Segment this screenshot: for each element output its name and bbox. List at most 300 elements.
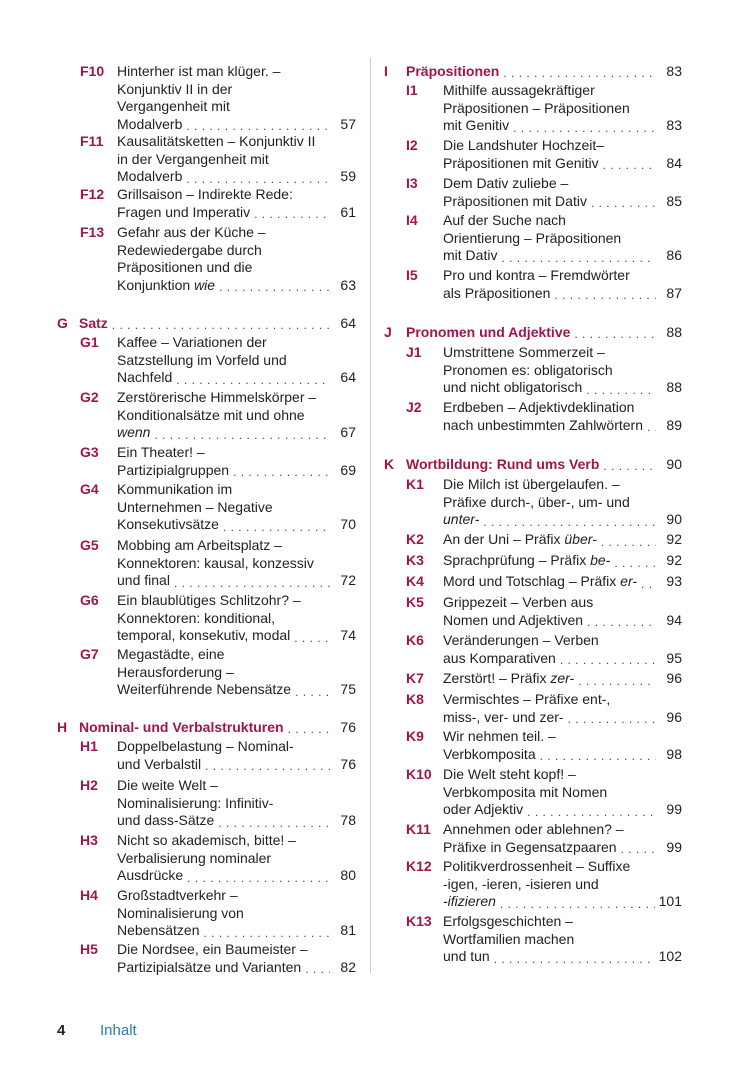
entry-code: K10 <box>406 766 432 782</box>
entry-body <box>117 592 356 645</box>
entry-title-line: Wortfamilien machen <box>443 930 575 947</box>
leader-dots <box>647 420 656 434</box>
entry-title-end <box>443 839 617 857</box>
leader-dots <box>513 121 656 135</box>
entry-code: K12 <box>406 858 432 874</box>
entry-title-italic: be- <box>590 552 611 568</box>
entry-title-text: Verbkomposita <box>443 745 536 762</box>
section-page-number: 64 <box>340 314 356 331</box>
entry-title-end <box>443 511 479 529</box>
entry-body <box>117 133 356 186</box>
section-page-number: 90 <box>666 455 682 472</box>
entry-title-end <box>443 650 556 668</box>
entry-last-line <box>443 670 682 688</box>
entry-title-line: Redewiedergabe durch <box>117 241 262 258</box>
section-title: Präpositionen <box>406 63 500 79</box>
entry-code: K3 <box>406 552 424 568</box>
entry-body <box>443 476 682 529</box>
entry-title-end <box>443 379 582 397</box>
column-divider <box>370 58 371 973</box>
entry-page-number: 63 <box>340 276 356 293</box>
entry-code: F11 <box>80 133 104 149</box>
entry-title-line: Zerstörerische Himmelskörper – <box>117 389 317 405</box>
entry-title-text: temporal, konsekutiv, modal <box>117 627 291 643</box>
entry-page-number: 101 <box>658 893 682 909</box>
entry-title-text: und tun <box>443 948 490 964</box>
entry-title-line: Die Welt steht kopf! – <box>443 766 576 782</box>
entry-title-end <box>117 681 291 699</box>
entry-title-text: oder Adjektiv <box>443 801 524 817</box>
entry-last-line <box>117 516 356 534</box>
entry-last-line <box>443 511 682 529</box>
entry-title-text: Ausdrücke <box>117 867 184 883</box>
entry-title-italic: unter- <box>443 511 480 527</box>
entry-title-end <box>443 948 490 966</box>
entry-page-number: 93 <box>666 573 682 589</box>
entry-body <box>443 399 682 434</box>
entry-title-end <box>117 867 183 885</box>
entry-page-number: 57 <box>340 115 356 132</box>
entry-title-text: Zerstört! – Präfix <box>443 670 551 686</box>
section-page-number: 76 <box>340 718 356 735</box>
leader-dots <box>254 207 330 221</box>
entry-last-line <box>443 247 682 265</box>
entry-title-text: Nachfeld <box>117 369 173 385</box>
leader-dots <box>176 373 330 387</box>
entry-title-end <box>443 531 597 549</box>
entry-last-line <box>443 650 682 668</box>
entry-title-line: in der Vergangenheit mit <box>117 150 269 167</box>
section-body <box>406 62 682 80</box>
toc-section-H[interactable] <box>57 718 356 736</box>
entry-title-text: Mord und Totschlag – Präfix <box>443 573 621 589</box>
entry-code: G4 <box>80 481 99 497</box>
entry-title-end <box>443 573 637 591</box>
entry-title-text: aus Komparativen <box>443 649 556 666</box>
section-letter: J <box>384 324 392 340</box>
entry-title-line: Erfolgsgeschichten – <box>443 913 573 929</box>
entry-title-end <box>443 612 583 630</box>
entry-body <box>443 175 682 210</box>
entry-body <box>117 832 356 885</box>
entry-last-line <box>117 922 356 940</box>
entry-page-number: 87 <box>666 284 682 301</box>
entry-code: K13 <box>406 913 432 929</box>
leader-dots <box>295 685 330 699</box>
entry-body <box>117 941 356 976</box>
leader-dots <box>554 288 656 302</box>
leader-dots <box>483 515 656 529</box>
leader-dots <box>186 119 330 133</box>
entry-title-line: Nominalisierung von <box>117 904 244 921</box>
entry-code: I5 <box>406 267 418 283</box>
entry-title-end <box>443 155 599 173</box>
entry-code: H1 <box>80 738 98 754</box>
entry-last-line <box>117 867 356 885</box>
entry-title-line: Auf der Suche nach <box>443 212 566 228</box>
entry-last-line <box>117 168 356 186</box>
leader-dots <box>568 712 656 726</box>
leader-dots <box>223 520 330 534</box>
entry-page-number: 86 <box>666 247 682 263</box>
entry-body <box>443 913 682 966</box>
entry-code: H2 <box>80 777 98 793</box>
entry-title-end <box>443 801 523 819</box>
entry-page-number: 98 <box>666 745 682 762</box>
entry-title-line: Kommunikation im <box>117 481 233 497</box>
entry-title-line: Unternehmen – Negative <box>117 498 273 515</box>
entry-page-number: 99 <box>666 838 682 855</box>
leader-dots <box>218 816 330 830</box>
entry-page-number: 70 <box>340 516 356 532</box>
section-body <box>406 455 682 473</box>
leader-dots <box>500 897 655 911</box>
entry-title-line: Doppelbelastung – Nominal- <box>117 738 294 754</box>
entry-code: J1 <box>406 344 422 360</box>
entry-title-text: Konsekutivsätze <box>117 516 219 532</box>
entry-page-number: 99 <box>666 801 682 817</box>
entry-title-text: und nicht obligatorisch <box>443 379 583 395</box>
entry-last-line <box>117 959 356 977</box>
section-body <box>406 323 682 341</box>
entry-code: G2 <box>80 389 99 405</box>
entry-page-number: 94 <box>666 611 682 628</box>
entry-page-number: 89 <box>666 416 682 433</box>
entry-body <box>117 186 356 221</box>
entry-title-line: Erdbeben – Adjektivdeklination <box>443 399 635 415</box>
entry-body <box>443 137 682 172</box>
section-title: Satz <box>79 315 108 331</box>
entry-last-line <box>117 756 356 774</box>
entry-page-number: 84 <box>666 154 682 171</box>
entry-body <box>443 594 682 629</box>
entry-title-line: Ein blaublütiges Schlitzohr? – <box>117 592 301 608</box>
entry-last-line <box>117 116 356 134</box>
entry-page-number: 64 <box>340 369 356 385</box>
entry-last-line <box>117 627 356 645</box>
entry-last-line <box>117 204 356 222</box>
entry-title-line: Konnektoren: kausal, konzessiv <box>117 554 314 571</box>
entry-title-text: Sprachprüfung – Präfix <box>443 552 591 568</box>
entry-title-line: Wir nehmen teil. – <box>443 728 556 744</box>
entry-title-end <box>443 670 574 688</box>
entry-page-number: 85 <box>666 192 682 209</box>
entry-title-line: Konjunktiv II in der <box>117 80 233 97</box>
entry-title-line: Die Landshuter Hochzeit– <box>443 137 605 153</box>
entry-page-number: 95 <box>666 649 682 666</box>
entry-body <box>443 573 682 591</box>
entry-page-number: 102 <box>658 948 682 964</box>
entry-title-line: Megastädte, eine <box>117 646 225 662</box>
entry-title-text: Präfixe in Gegensatzpaaren <box>443 838 617 855</box>
entry-title-end <box>443 709 564 727</box>
entry-last-line <box>117 424 356 442</box>
leader-dots <box>603 158 656 172</box>
entry-code: H5 <box>80 941 98 957</box>
entry-title-end <box>117 627 290 645</box>
entry-title-line: Großstadtverkehr – <box>117 887 238 903</box>
entry-code: K4 <box>406 573 424 589</box>
entry-last-line <box>443 117 682 135</box>
leader-dots <box>574 327 656 341</box>
leader-dots <box>641 577 656 591</box>
entry-title-line: Vergangenheit mit <box>117 98 230 114</box>
entry-title-line: Politikverdrossenheit – Suffixe <box>443 858 631 874</box>
entry-title-line: Mithilfe aussagekräftiger <box>443 82 595 98</box>
entry-last-line <box>443 948 682 966</box>
entry-title-end <box>117 756 201 774</box>
section-letter: K <box>384 456 395 472</box>
entry-body <box>443 82 682 135</box>
leader-dots <box>503 66 656 80</box>
leader-dots <box>233 465 330 479</box>
entry-body <box>443 531 682 549</box>
entry-body <box>117 334 356 387</box>
entry-title-end <box>443 117 509 135</box>
entry-title-text: Fragen und Imperativ <box>117 203 251 220</box>
entry-title-line: Die Milch ist übergelaufen. – <box>443 476 620 492</box>
entry-title-line: Kaffee – Variationen der <box>117 334 267 350</box>
entry-title-italic: über- <box>564 531 597 547</box>
entry-title-italic: -ifizieren <box>443 893 496 909</box>
entry-title-text: Weiterführende Nebensätze <box>117 681 292 697</box>
entry-code: K8 <box>406 691 424 707</box>
entry-title-line: Vermischtes – Präfixe ent-, <box>443 691 611 707</box>
entry-title-italic: er- <box>620 573 638 589</box>
entry-body <box>443 267 682 302</box>
entry-title-end <box>117 204 250 222</box>
entry-last-line <box>443 801 682 819</box>
entry-title-text: und final <box>117 572 170 588</box>
entry-title-text: Partizipialgruppen <box>117 461 230 478</box>
entry-page-number: 90 <box>666 511 682 527</box>
entry-title-text: und Verbalstil <box>117 755 202 772</box>
entry-body <box>117 537 356 590</box>
section-body <box>79 314 356 332</box>
entry-last-line <box>443 193 682 211</box>
entry-title-end <box>117 922 200 940</box>
entry-page-number: 83 <box>666 117 682 133</box>
entry-page-number: 76 <box>340 755 356 772</box>
entry-page-number: 92 <box>666 531 682 547</box>
entry-title-line: Veränderungen – Verben <box>443 632 599 648</box>
entry-page-number: 61 <box>340 203 356 220</box>
leader-dots <box>621 842 656 856</box>
entry-body <box>443 728 682 763</box>
entry-title-line: Hinterher ist man klüger. – <box>117 63 281 79</box>
toc-section-K[interactable] <box>384 455 682 473</box>
entry-last-line <box>443 893 682 911</box>
leader-dots <box>501 251 656 265</box>
entry-last-line <box>117 369 356 387</box>
entry-title-text: als Präpositionen <box>443 284 551 301</box>
entry-title-end <box>443 285 550 303</box>
entry-body <box>117 444 356 479</box>
entry-title-text: mit Genitiv <box>443 117 510 133</box>
entry-title-text: Partizipialsätze und Varianten <box>117 958 302 975</box>
entry-title-end <box>443 247 497 265</box>
entry-title-end <box>117 116 182 134</box>
entry-last-line <box>443 379 682 397</box>
entry-title-text: Konjunktion <box>117 276 195 293</box>
leader-dots <box>186 172 330 186</box>
leader-dots <box>112 318 330 332</box>
entry-last-line <box>443 746 682 764</box>
entry-title-text: An der Uni – Präfix <box>443 531 565 547</box>
toc-section-J[interactable] <box>384 323 682 341</box>
entry-title-line: Präfixe durch-, über-, um- und <box>443 493 630 510</box>
entry-last-line <box>443 417 682 435</box>
leader-dots <box>288 722 330 736</box>
entry-code: K6 <box>406 632 424 648</box>
entry-code: G6 <box>80 592 99 608</box>
entry-page-number: 59 <box>340 168 356 184</box>
leader-dots <box>614 556 656 570</box>
entry-title-line: Ein Theater! – <box>117 444 205 460</box>
entry-title-text: Modalverb <box>117 168 183 184</box>
entry-title-line: Grippezeit – Verben aus <box>443 594 594 610</box>
entry-body <box>443 766 682 819</box>
entry-code: I3 <box>406 175 418 191</box>
entry-code: J2 <box>406 399 422 415</box>
entry-code: H3 <box>80 832 98 848</box>
entry-title-line: Grillsaison – Indirekte Rede: <box>117 186 293 202</box>
entry-code: I4 <box>406 212 418 228</box>
entry-last-line <box>443 155 682 173</box>
entry-body <box>443 552 682 570</box>
entry-title-text: und dass-Sätze <box>117 812 215 828</box>
entry-page-number: 82 <box>340 958 356 975</box>
entry-title-text: Nebensätzen <box>117 922 200 938</box>
entry-title-text: miss-, ver- und zer- <box>443 708 564 725</box>
entry-title-line: Die Nordsee, ein Baumeister – <box>117 941 308 957</box>
entry-title-line: Nicht so akademisch, bitte! – <box>117 832 296 848</box>
entry-body <box>117 887 356 940</box>
entry-last-line <box>117 681 356 699</box>
entry-code: G5 <box>80 537 99 553</box>
entry-page-number: 96 <box>666 670 682 686</box>
leader-dots <box>305 962 330 976</box>
leader-dots <box>527 805 656 819</box>
entry-code: K1 <box>406 476 424 492</box>
leader-dots <box>603 459 656 473</box>
entry-code: K2 <box>406 531 424 547</box>
entry-title-line: Herausforderung – <box>117 663 234 680</box>
entry-page-number: 75 <box>340 681 356 697</box>
entry-title-end <box>443 193 587 211</box>
entry-title-text: nach unbestimmten Zahlwörtern <box>443 416 643 433</box>
entry-title-end <box>443 417 643 435</box>
leader-dots <box>187 871 330 885</box>
entry-title-line: Konnektoren: konditional, <box>117 609 275 626</box>
entry-body <box>443 858 682 911</box>
entry-title-text: Präpositionen mit Genitiv <box>443 154 599 171</box>
entry-title-text: mit Dativ <box>443 247 498 263</box>
entry-last-line <box>443 552 682 570</box>
section-page-number: 83 <box>666 62 682 79</box>
entry-code: G7 <box>80 646 99 662</box>
entry-title-end <box>117 277 215 295</box>
entry-title-end <box>117 424 150 442</box>
entry-title-line: -igen, -ieren, -isieren und <box>443 875 599 892</box>
footer-label: Inhalt <box>100 1022 137 1039</box>
leader-dots <box>494 952 655 966</box>
entry-code: F10 <box>80 63 105 79</box>
section-title: Wortbildung: Rund ums Verb <box>406 456 600 472</box>
entry-page-number: 88 <box>666 379 682 395</box>
section-title: Pronomen und Adjektive <box>406 324 571 340</box>
page-number: 4 <box>57 1022 66 1039</box>
entry-title-line: Gefahr aus der Küche – <box>117 224 266 240</box>
entry-title-line: Präpositionen und die <box>117 259 253 275</box>
entry-last-line <box>117 812 356 830</box>
leader-dots <box>204 926 330 940</box>
leader-dots <box>205 759 330 773</box>
entry-title-line: Verbkomposita mit Nomen <box>443 783 608 800</box>
entry-body <box>117 481 356 534</box>
entry-page-number: 67 <box>340 424 356 440</box>
entry-body <box>443 821 682 856</box>
leader-dots <box>587 615 656 629</box>
leader-dots <box>219 280 330 294</box>
entry-body <box>117 389 356 442</box>
entry-page-number: 81 <box>340 922 356 938</box>
entry-title-end <box>117 959 301 977</box>
section-letter: G <box>57 315 68 331</box>
entry-last-line <box>443 709 682 727</box>
entry-title-line: Satzstellung im Vorfeld und <box>117 351 287 368</box>
entry-page-number: 96 <box>666 708 682 725</box>
entry-title-line: Annehmen oder ablehnen? – <box>443 821 624 837</box>
entry-title-end <box>117 572 170 590</box>
entry-title-text: Nomen und Adjektiven <box>443 611 584 628</box>
entry-title-line: Pronomen es: obligatorisch <box>443 361 613 378</box>
entry-page-number: 74 <box>340 627 356 643</box>
leader-dots <box>601 535 656 549</box>
entry-code: K11 <box>406 821 431 837</box>
leader-dots <box>591 196 656 210</box>
entry-title-line: Mobbing am Arbeitsplatz – <box>117 537 282 553</box>
entry-body <box>443 670 682 688</box>
leader-dots <box>560 653 656 667</box>
entry-title-line: Konditionalsätze mit und ohne <box>117 406 305 423</box>
section-title: Nominal- und Verbalstrukturen <box>79 719 284 735</box>
entry-code: H4 <box>80 887 98 903</box>
entry-title-end <box>117 462 229 480</box>
toc-section-G[interactable] <box>57 314 356 332</box>
entry-page-number: 72 <box>340 572 356 588</box>
entry-last-line <box>443 573 682 591</box>
entry-title-line: Orientierung – Präpositionen <box>443 229 622 246</box>
entry-code: K9 <box>406 728 424 744</box>
entry-body <box>443 632 682 667</box>
leader-dots <box>586 383 656 397</box>
entry-code: K7 <box>406 670 424 686</box>
entry-code: K5 <box>406 594 424 610</box>
entry-title-line: Kausalitätsketten – Konjunktiv II <box>117 133 316 149</box>
leader-dots <box>578 674 656 688</box>
entry-code: F12 <box>80 186 105 202</box>
entry-title-line: Pro und kontra – Fremdwörter <box>443 267 630 283</box>
section-letter: H <box>57 719 68 735</box>
section-letter: I <box>384 63 388 79</box>
toc-section-I[interactable] <box>384 62 682 80</box>
entry-title-end <box>117 516 219 534</box>
entry-body <box>443 344 682 397</box>
entry-title-end <box>443 552 610 570</box>
entry-body <box>117 646 356 699</box>
entry-title-line: Die weite Welt – <box>117 777 218 793</box>
